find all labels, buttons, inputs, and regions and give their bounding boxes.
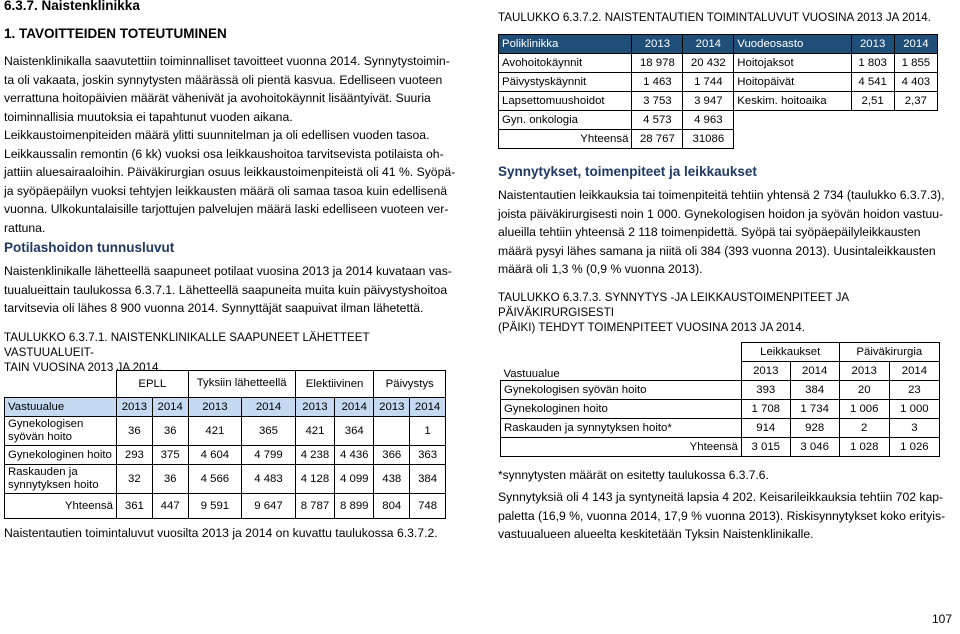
table-row: [499, 111, 938, 130]
table-cell: 4 403: [894, 73, 937, 92]
table-cell: 3: [889, 419, 939, 438]
table-cell: 4 436: [335, 445, 374, 464]
table-leikkaukset: [500, 342, 940, 457]
table-cell: 748: [410, 493, 446, 518]
table-cell: 1: [410, 416, 446, 445]
paragraph-right-1: [498, 186, 950, 279]
text-line: paletta (16,9 %, vuonna 2014, 17,9 % vuonna 2013). Riskisynnytykset koko erityis-: [498, 508, 946, 523]
row-label: Yhteensä: [499, 130, 632, 149]
column-header: 2014: [894, 35, 937, 54]
paragraph-3: [4, 262, 460, 318]
table-cell: 4 099: [335, 464, 374, 493]
text-line: joista päiväkirurgisesti noin 1 000. Gynekologisen hoidon ja syövän hoidon vastuu-: [498, 206, 944, 221]
column-header: Poliklinikka: [499, 35, 632, 54]
column-header: Vuodeosasto: [734, 35, 851, 54]
table-cell: 31086: [683, 130, 734, 149]
table-cell: 2: [839, 419, 889, 438]
table-header-row: [5, 371, 446, 398]
table-cell: 1 744: [683, 73, 734, 92]
table-cell: 914: [741, 419, 790, 438]
text-line: määrä pysyi lähes samana ja niitä oli 384 (393 vuonna 2013). Uusintaleikkausten: [498, 243, 936, 258]
table-cell: 1 463: [632, 73, 683, 92]
text-line: rattuna.: [4, 220, 46, 235]
column-header: 2013: [632, 35, 683, 54]
table-cell: 1 708: [741, 400, 790, 419]
table-cell: 23: [889, 381, 939, 400]
text-line: vuonna. Ulkokuntalaisille tarjottujen palvelujen määrä laski edelliseen vuoteen ver-: [4, 202, 449, 217]
table-cell: 361: [117, 493, 153, 518]
page-number: 107: [932, 612, 953, 626]
table-cell: 1 006: [839, 400, 889, 419]
row-label: Gynekologisen syövän hoito: [5, 416, 117, 445]
table-cell: 1 026: [889, 438, 939, 457]
group-header: Leikkaukset: [741, 343, 839, 362]
table1-caption: [4, 330, 460, 375]
row-label: Avohoitokäynnit: [499, 54, 632, 73]
table3-caption: [498, 290, 950, 335]
text-line: toiminnallisia muutoksia ei tapahtunut vuoden aikana.: [4, 109, 293, 124]
text-line: ta oli vakaata, joskin synnytysten määrässä oli pientä kasvua. Edelliseen vuoteen: [4, 72, 443, 87]
paragraph-2: [4, 126, 460, 238]
heading-tunnusluvut: Potilashoidon tunnusluvut: [4, 240, 175, 255]
text-line: määrä oli 1,3 % (0,9 % vuonna 2013).: [498, 262, 703, 277]
table-header-row: [501, 343, 940, 362]
table-cell: 3 046: [790, 438, 839, 457]
table-cell: 1 028: [839, 438, 889, 457]
table-cell: 421: [188, 416, 242, 445]
section-title: 6.3.7. Naistenklinikka: [4, 0, 140, 13]
table-cell: 4 128: [295, 464, 334, 493]
group-header: Elektiivinen: [295, 371, 374, 398]
table-row: [499, 92, 938, 111]
table-cell: 18 978: [632, 54, 683, 73]
table-cell: 28 767: [632, 130, 683, 149]
text-line: tuualueittain taulukossa 6.3.7.1. Lähetteellä saapuneita muita kuin päivystyshoitoa: [4, 282, 448, 297]
group-header: Tyksiin lähetteellä: [188, 371, 295, 398]
table-cell: 36: [117, 416, 153, 445]
table-cell: 32: [117, 464, 153, 493]
year-cell: 2013: [295, 397, 334, 416]
table-cell: 2,51: [851, 92, 894, 111]
table-cell: 1 000: [889, 400, 939, 419]
text-line: tarvitsevia oli lähes 8 900 vuonna 2014. Synnyttäjät saapuivat ilman lähetettä.: [4, 301, 424, 316]
table-cell: 365: [242, 416, 296, 445]
table-cell: 8 899: [335, 493, 374, 518]
text-line: alueilla tehtiin yhteensä 2 118 toimenpidettä. Syöpä tai syöpäepäilyleikkausten: [498, 225, 921, 240]
table-cell: 20 432: [683, 54, 734, 73]
table-cell: 4 573: [632, 111, 683, 130]
table-cell: 9 591: [188, 493, 242, 518]
year-cell: 2013: [374, 397, 410, 416]
table-cell: 366: [374, 445, 410, 464]
table-toimintaluvut: [498, 34, 938, 149]
table-row: [501, 381, 940, 400]
row-label: Hoitopäivät: [734, 73, 851, 92]
text-line: Naistenklinikalle lähetteellä saapuneet potilaat vuosina 2013 ja 2014 kuvataan vas-: [4, 264, 452, 278]
year-cell: 2013: [117, 397, 153, 416]
group-header: EPLL: [117, 371, 189, 398]
year-cell: 2014: [410, 397, 446, 416]
table-cell: 20: [839, 381, 889, 400]
table-cell: 4 483: [242, 464, 296, 493]
table-cell: 8 787: [295, 493, 334, 518]
table-cell: 375: [152, 445, 188, 464]
row-label: Gyn. onkologia: [499, 111, 632, 130]
table-cell: [374, 416, 410, 445]
row-label: Lapsettomuushoidot: [499, 92, 632, 111]
table-cell: 393: [741, 381, 790, 400]
row-label: Keskim. hoitoaika: [734, 92, 851, 111]
caption-line: TAULUKKO 6.3.7.3. SYNNYTYS -JA LEIKKAUSTOIMENPITEET JA PÄIVÄKIRURGISESTI: [498, 291, 849, 319]
year-cell: 2014: [335, 397, 374, 416]
text-line: Leikkaussalin remontin (6 kk) vuoksi osa leikkaushoitoa tarvitsevista potilaista oh-: [4, 146, 444, 161]
heading-synnytykset: Synnytykset, toimenpiteet ja leikkaukset: [498, 164, 757, 179]
text-line: Synnytyksiä oli 4 143 ja syntyneitä lapsia 4 202. Keisarileikkauksia tehtiin 702 kap-: [498, 490, 944, 504]
table-cell: 1 855: [894, 54, 937, 73]
column-header: 2014: [683, 35, 734, 54]
group-header: Päiväkirurgia: [839, 343, 939, 362]
table-cell: 804: [374, 493, 410, 518]
table-cell: 293: [117, 445, 153, 464]
paragraph-right-2: [498, 488, 950, 544]
table-cell: 36: [152, 464, 188, 493]
table-row: [5, 416, 446, 445]
table-cell: 384: [410, 464, 446, 493]
table-cell: 928: [790, 419, 839, 438]
table-cell: 2,37: [894, 92, 937, 111]
table2-caption: TAULUKKO 6.3.7.2. NAISTENTAUTIEN TOIMINTALUVUT VUOSINA 2013 JA 2014.: [498, 11, 931, 24]
row-label: Yhteensä: [501, 438, 742, 457]
caption-line: (PÄIKI) TEHDYT TOIMENPITEET VUOSINA 2013 JA 2014.: [498, 321, 805, 334]
table-cell: 3 015: [741, 438, 790, 457]
table-cell: 4 604: [188, 445, 242, 464]
column-header: 2013: [851, 35, 894, 54]
table-row: [5, 464, 446, 493]
table-cell: 3 947: [683, 92, 734, 111]
column-header: Vastuualue: [501, 343, 742, 381]
table-cell: 447: [152, 493, 188, 518]
table-lahetteet: [4, 370, 446, 519]
table-cell: 4 963: [683, 111, 734, 130]
table-row: [501, 400, 940, 419]
text-line: Naistenklinikalla saavutettiin toiminnalliset tavoitteet vuonna 2014. Synnytystoimin-: [4, 54, 450, 68]
table-total-row: [501, 438, 940, 457]
table-row: [5, 445, 446, 464]
row-label: Gynekologinen hoito: [501, 400, 742, 419]
text-line: verrattuna hoitopäivien määrät vähenivät ja avohoitokäynnit lisääntyivät. Suuria: [4, 91, 431, 106]
row-label: Raskauden ja synnytyksen hoito: [5, 464, 117, 493]
column-header: Vastuualue: [5, 397, 117, 416]
table-total-row: [5, 493, 446, 518]
table-total-row: [499, 130, 938, 149]
heading-tavoitteet: 1. TAVOITTEIDEN TOTEUTUMINEN: [4, 26, 227, 41]
table-cell: 3 753: [632, 92, 683, 111]
year-cell: 2013: [839, 362, 889, 381]
table-cell: 364: [335, 416, 374, 445]
table-cell: 4 238: [295, 445, 334, 464]
table-cell: 1 803: [851, 54, 894, 73]
year-cell: 2014: [889, 362, 939, 381]
year-cell: 2013: [188, 397, 242, 416]
text-line: Naistentautien leikkauksia tai toimenpiteitä tehtiin yhtensä 2 734 (taulukko 6.3.7.3),: [498, 188, 945, 202]
table-row: [499, 54, 938, 73]
paragraph-1: [4, 52, 460, 126]
table-cell: 363: [410, 445, 446, 464]
table-cell: 384: [790, 381, 839, 400]
row-label: Gynekologinen hoito: [5, 445, 117, 464]
year-cell: 2014: [242, 397, 296, 416]
table-cell: 421: [295, 416, 334, 445]
table-cell: 4 541: [851, 73, 894, 92]
table-row: [501, 419, 940, 438]
year-cell: 2014: [152, 397, 188, 416]
text-line: ja syöpäepäilyn vuoksi tehtyjen leikkausten määrä oli samaa tasoa kuin edellisenä: [4, 183, 448, 198]
year-cell: 2013: [741, 362, 790, 381]
row-label: Päivystyskäynnit: [499, 73, 632, 92]
caption-line: TAIN VUOSINA 2013 JA 2014.: [4, 361, 162, 374]
row-label: Hoitojaksot: [734, 54, 851, 73]
footnote: *synnytysten määrät on esitetty taulukossa 6.3.7.6.: [498, 468, 769, 482]
table-cell: 9 647: [242, 493, 296, 518]
table-year-row: [5, 397, 446, 416]
row-label: Gynekologisen syövän hoito: [501, 381, 742, 400]
row-label: Yhteensä: [5, 493, 117, 518]
table-cell: 438: [374, 464, 410, 493]
table-cell: 4 566: [188, 464, 242, 493]
table-cell: 36: [152, 416, 188, 445]
table-row: [499, 73, 938, 92]
caption-line: TAULUKKO 6.3.7.1. NAISTENKLINIKALLE SAAPUNEET LÄHETTEET VASTUUALUEIT-: [4, 331, 370, 359]
text-line: jattiin aluesairaaloihin. Päiväkirurgian osuus leikkaustoimenpiteistä oli 41 %. Syöpä-: [4, 165, 456, 180]
row-label: Raskauden ja synnytyksen hoito*: [501, 419, 742, 438]
table-cell: 1 734: [790, 400, 839, 419]
year-cell: 2014: [790, 362, 839, 381]
group-header: Päivystys: [374, 371, 446, 398]
footer-paragraph: Naistentautien toimintaluvut vuosilta 2013 ja 2014 on kuvattu taulukossa 6.3.7.2.: [4, 526, 438, 540]
text-line: vastuualueen alueelta keskitetään Tyksin Naistenklinikalle.: [498, 527, 814, 542]
table-header-row: [499, 35, 938, 54]
table-cell: 4 799: [242, 445, 296, 464]
text-line: Leikkaustoimenpiteiden määrä ylitti suunnitelman ja oli edellisen vuoden tasoa.: [4, 128, 430, 142]
